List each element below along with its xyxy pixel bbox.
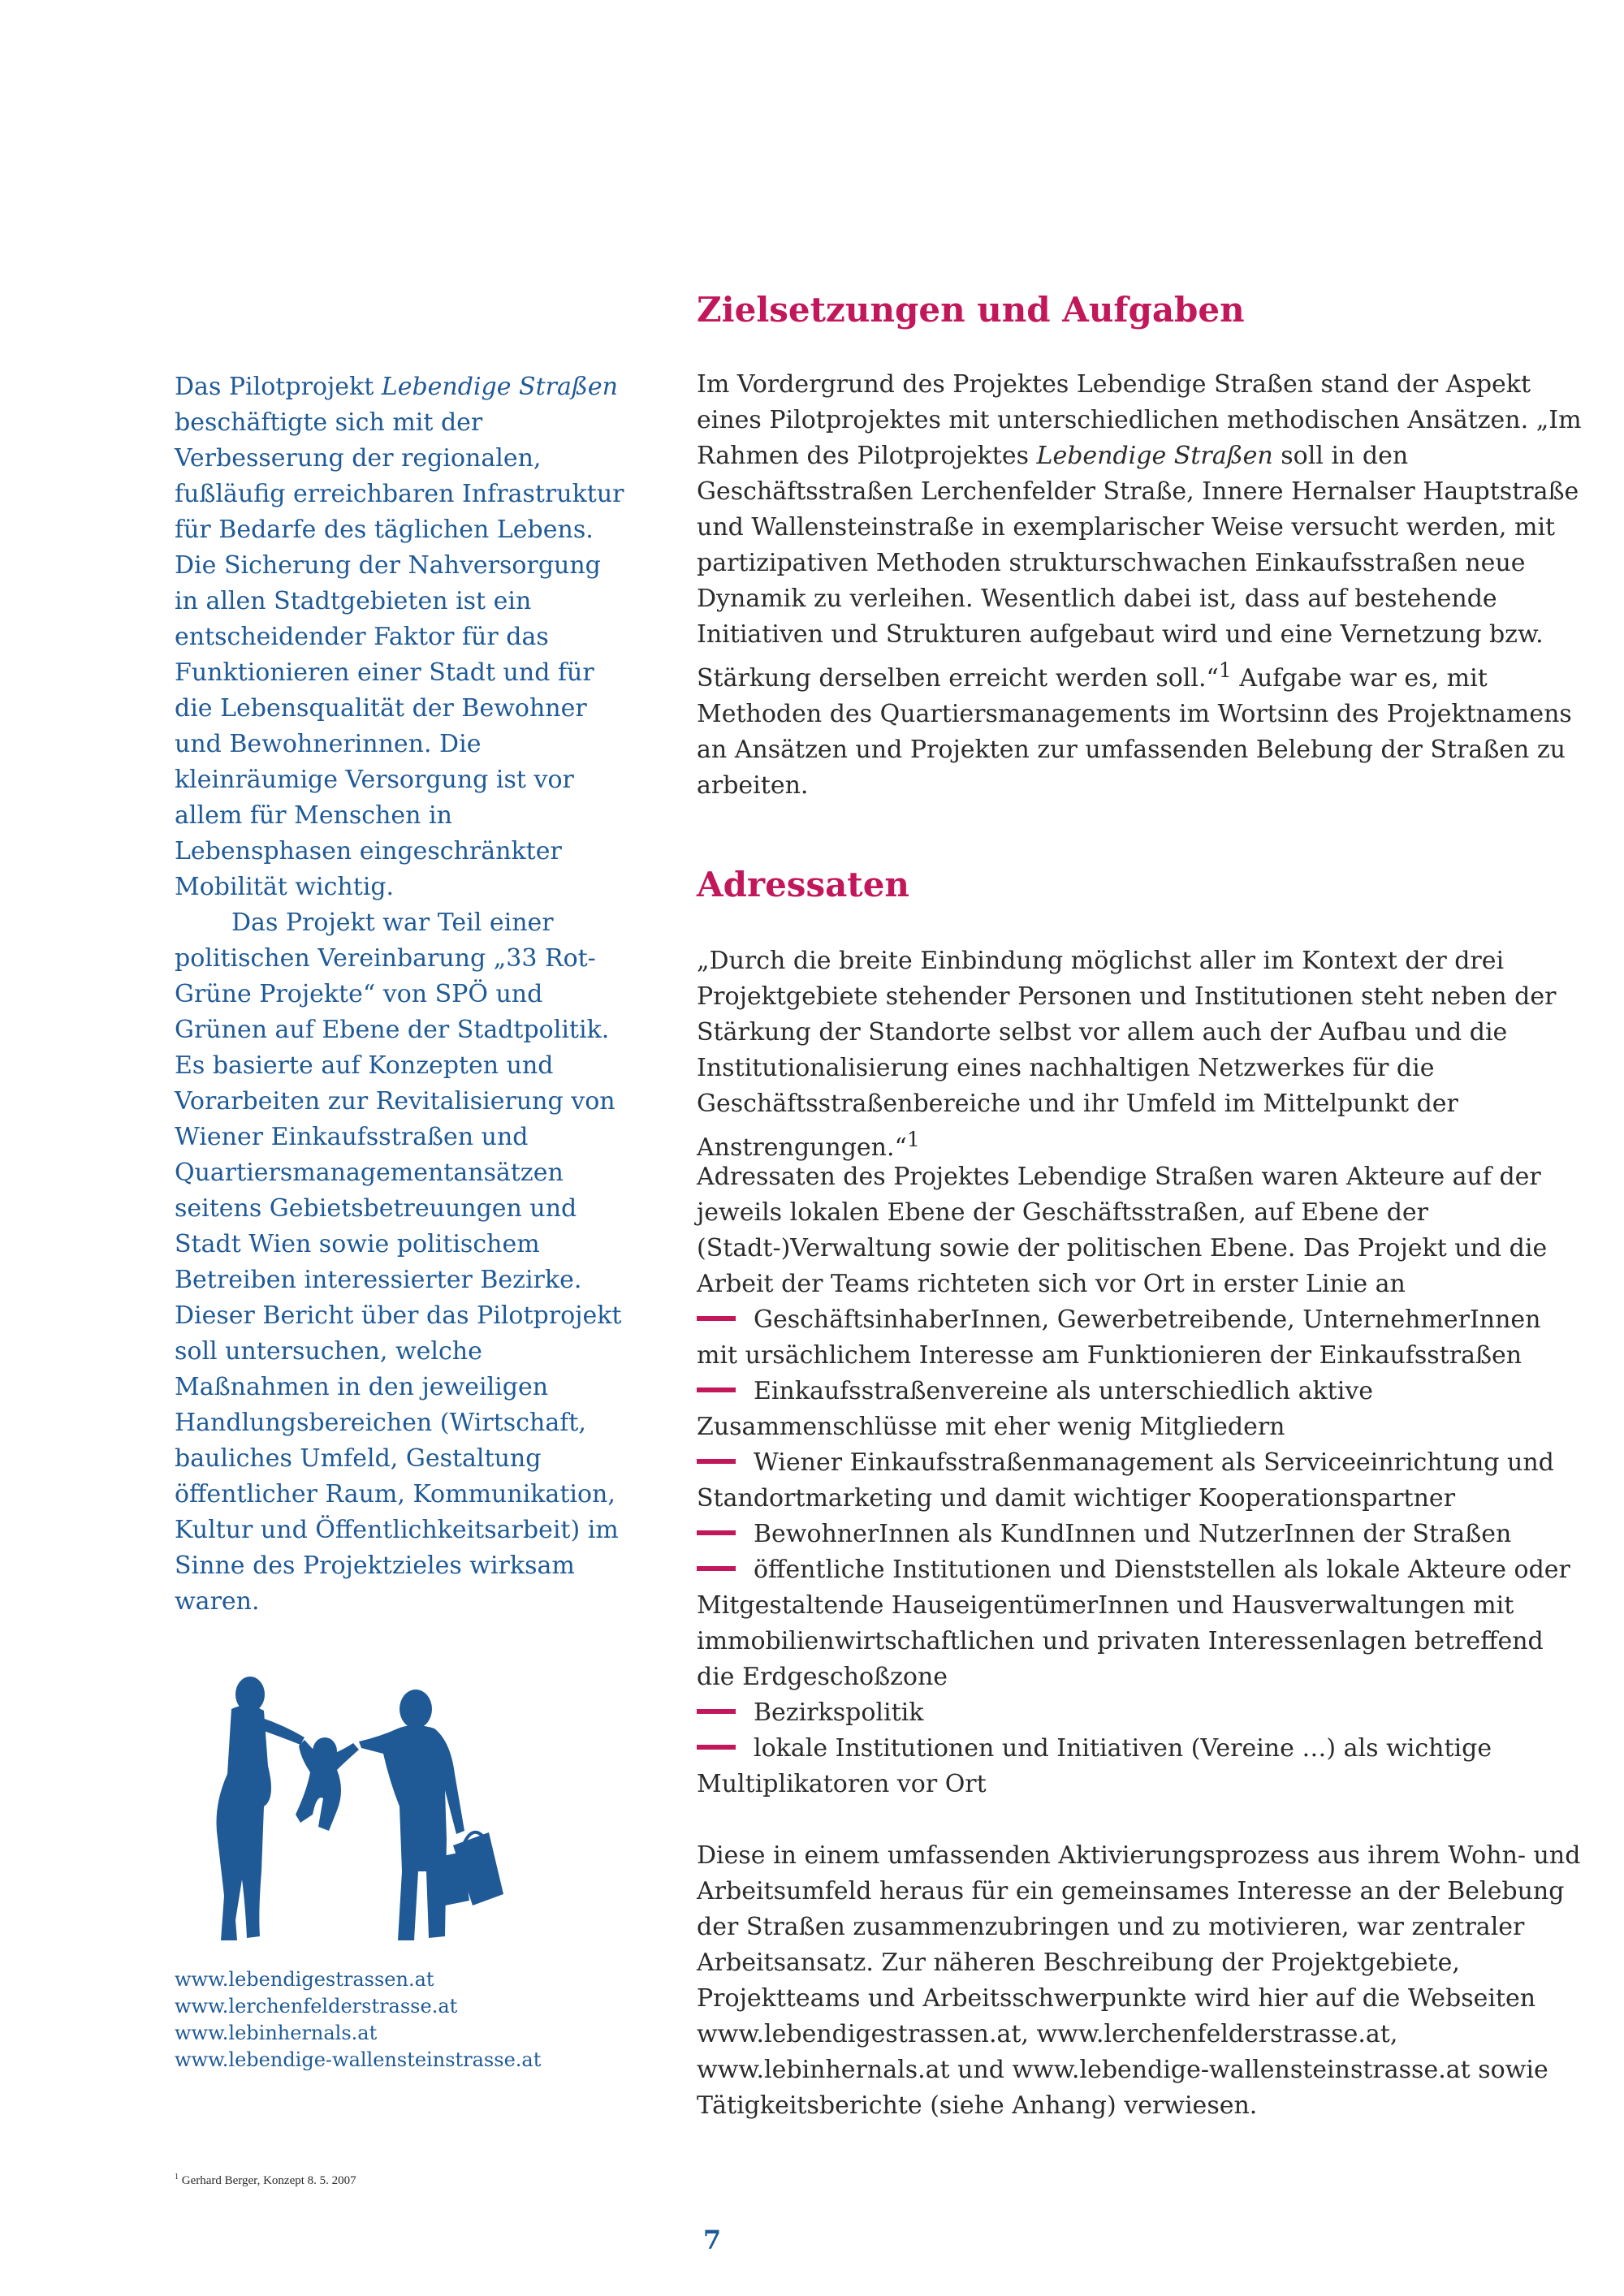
page-number: 7 xyxy=(702,2225,722,2255)
website-links xyxy=(175,1966,597,2074)
heading-adressaten: Adressaten xyxy=(697,865,909,904)
dash-bullet-icon xyxy=(697,1388,736,1392)
list-item: öffentliche Institutionen und Dienststellen als lokale Akteure oder Mitgestaltende HauseigentümerInnen und Hausverwaltungen mit immobilienwirtschaftlichen und privaten Interessenlagen betreffend die Erdgeschoßzone xyxy=(697,1556,1570,1691)
link-lerchenfelderstrasse[interactable]: www.lerchenfelderstrasse.at xyxy=(175,1995,458,2018)
link-lebendigestrassen[interactable]: www.lebendigestrassen.at xyxy=(175,1968,434,1991)
link-lebinhernals[interactable]: www.lebinhernals.at xyxy=(175,2022,378,2044)
dash-bullet-icon xyxy=(697,1566,736,1571)
intro-paragraph-2: Das Projekt war Teil einer politischen Vereinbarung „33 Rot-Grüne Projekte“ von SPÖ und Grünen auf Ebene der Stadtpolitik. Es basierte auf Konzepten und Vorarbeiten zur Revitalisierung von Wiener Einkaufsstraßen und Quartiersmanagementansätzen seitens Gebietsbetreuungen und Stadt Wien sowie politischem Betreiben interessierter Bezirke. Dieser Bericht über das Pilotprojekt soll untersuchen, welche Maßnahmen in den jeweiligen Handlungsbereichen (Wirtschaft, bauliches Umfeld, Gestaltung öffentlicher Raum, Kommunikation, Kultur und Öffentlichkeitsarbeit) im Sinne des Projektzieles wirksam waren. xyxy=(175,908,622,1616)
heading-zielsetzungen: Zielsetzungen und Aufgaben xyxy=(697,290,1245,330)
list-item: lokale Institutionen und Initiativen (Vereine …) als wichtige Multiplikatoren vor Ort xyxy=(697,1734,1492,1798)
link-lebendige-wallensteinstrasse[interactable]: www.lebendige-wallensteinstrasse.at xyxy=(175,2048,542,2071)
dash-bullet-icon xyxy=(697,1530,736,1535)
project-name-italic: Lebendige Straßen xyxy=(381,373,618,401)
dash-bullet-icon xyxy=(697,1745,736,1750)
list-item: GeschäftsinhaberInnen, Gewerbetreibende, UnternehmerInnen mit ursächlichem Interesse am Funktionieren der Einkaufsstraßen xyxy=(697,1306,1541,1370)
intro-column xyxy=(175,369,629,1620)
list-item: Bezirkspolitik xyxy=(697,1695,1582,1731)
family-silhouette-illustration xyxy=(171,1677,536,1944)
paragraph-zielsetzungen: Im Vordergrund des Projektes Lebendige Straßen stand der Aspekt eines Pilotprojektes mit unterschiedlichen methodischen Ansätzen. „Im Rahmen des Pilotprojektes Lebendige Straßen soll in den Geschäftsstraßen Lerchenfelder Straße, Innere Hernalser Hauptstraße und Wallensteinstraße in exemplarischer Weise versucht werden, mit partizipativen Methoden strukturschwachen Einkaufsstraßen neue Dynamik zu verleihen. Wesentlich dabei ist, dass auf bestehende Initiativen und Strukturen aufgebaut wird und eine Vernetzung bzw. Stärkung derselben erreicht werden soll.“$^1$ Aufgabe war es, mit Methoden des Quartiersmanagements im Wortsinn des Projektnamens an Ansätzen und Projekten zur umfassenden Belebung der Straßen zu arbeiten. xyxy=(697,370,1582,800)
paragraph-quote: „Durch die breite Einbindung möglichst aller im Kontext der drei Projektgebiete stehender Personen und Institutionen steht neben der Stärkung der Standorte selbst vor allem auch der Aufbau und die Institutionalisierung eines nachhaltigen Netzwerkes für die Geschäftsstraßenbereiche und ihr Umfeld im Mittelpunkt der Anstrengungen.“$^1$ xyxy=(697,947,1557,1162)
adressaten-list xyxy=(697,1302,1582,1802)
paragraph-adressaten-intro: Adressaten des Projektes Lebendige Straßen waren Akteure auf der jeweils lokalen Ebene der Geschäftsstraßen, auf Ebene der (Stadt-)Verwaltung sowie der politischen Ebene. Das Projekt und die Arbeit der Teams richteten sich vor Ort in erster Linie an xyxy=(697,1163,1548,1298)
list-item: Einkaufsstraßenvereine als unterschiedlich aktive Zusammenschlüsse mit eher wenig Mitgliedern xyxy=(697,1377,1374,1441)
footnote: $^1$ Gerhard Berger, Konzept 8. 5. 2007 xyxy=(175,2173,356,2187)
intro-paragraph-1: Das Pilotprojekt Lebendige Straßen beschäftigte sich mit der Verbesserung der regionalen, fußläufig erreichbaren Infrastruktur für Bedarfe des täglichen Lebens. Die Sicherung der Nahversorgung in allen Stadtgebieten ist ein entscheidender Faktor für das Funktionieren einer Stadt und für die Lebensqualität der Bewohner und Bewohnerinnen. Die kleinräumige Versorgung ist vor allem für Menschen in Lebensphasen eingeschränkter Mobilität wichtig. xyxy=(175,373,624,901)
paragraph-closing: Diese in einem umfassenden Aktivierungsprozess aus ihrem Wohn- und Arbeitsumfeld heraus für ein gemeinsames Interesse an der Belebung der Straßen zusammenzubringen und zu motivieren, war zentraler Arbeitsansatz. Zur näheren Beschreibung der Projektgebiete, Projektteams und Arbeitsschwerpunkte wird hier auf die Webseiten www.lebendigestrassen.at, www.lerchenfelderstrasse.at, www.lebinhernals.at und www.lebendige-wallensteinstrasse.at sowie Tätigkeitsberichte (siehe Anhang) verwiesen. xyxy=(697,1841,1581,2120)
list-item: Wiener Einkaufsstraßenmanagement als Serviceeinrichtung und Standortmarketing und damit wichtiger Kooperationspartner xyxy=(697,1448,1554,1513)
dash-bullet-icon xyxy=(697,1459,736,1464)
dash-bullet-icon xyxy=(697,1709,736,1714)
adressaten-list-block xyxy=(697,1159,1582,1802)
list-item: BewohnerInnen als KundInnen und NutzerInnen der Straßen xyxy=(697,1517,1582,1552)
dash-bullet-icon xyxy=(697,1316,736,1321)
